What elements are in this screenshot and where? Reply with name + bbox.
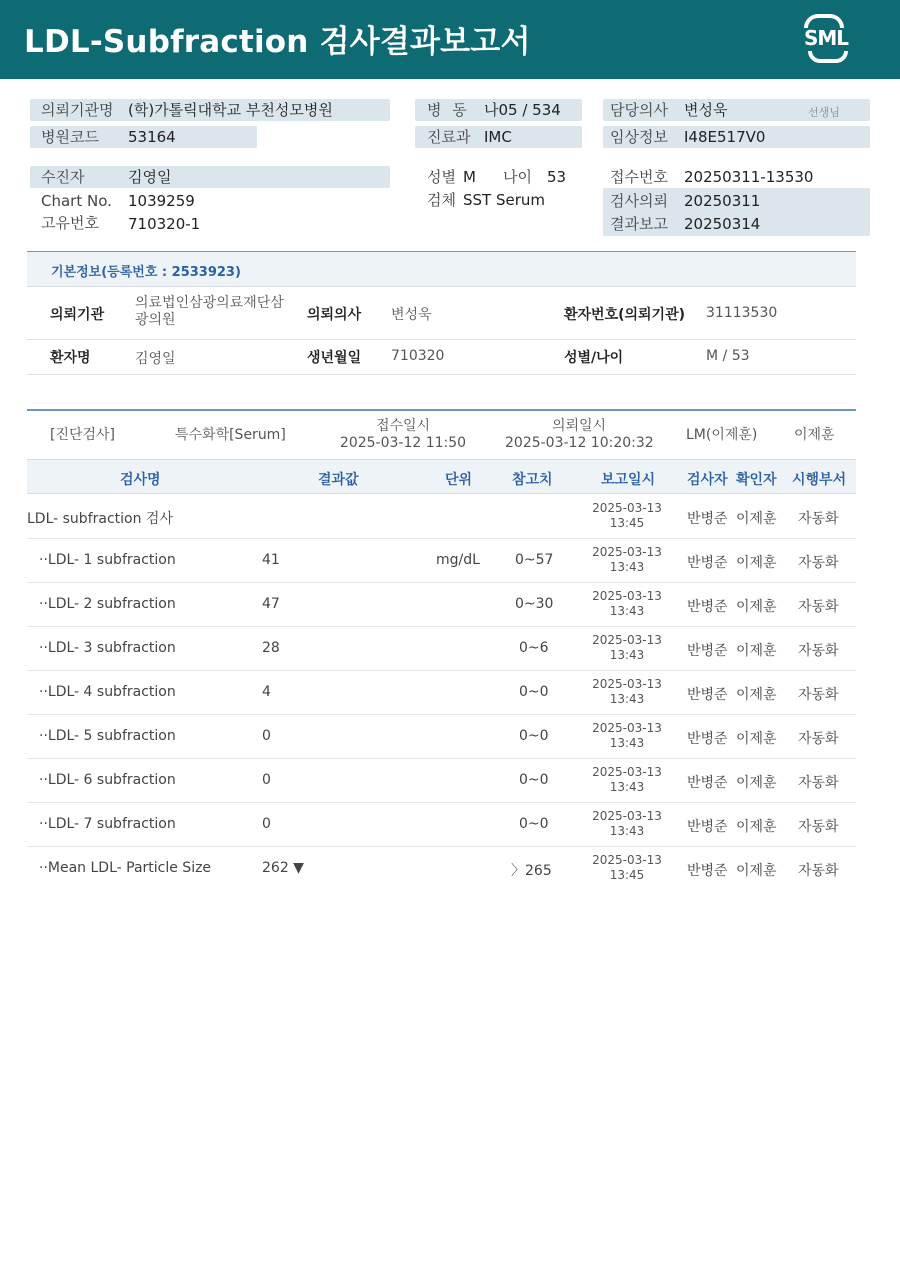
- cell-test-name: ··LDL- 7 subfraction: [39, 816, 176, 832]
- sex-age-value: M / 53: [706, 348, 750, 364]
- req-doctor-label: 의뢰의사: [307, 307, 362, 323]
- sex-label: 성별: [427, 168, 456, 186]
- cell-test-name: ··LDL- 1 subfraction: [39, 552, 176, 568]
- logo-arc-bottom: [808, 51, 848, 63]
- birth-label: 생년월일: [307, 350, 362, 366]
- cell-report-date: [582, 765, 672, 795]
- table-row: [27, 715, 856, 759]
- doctor-value: 변성욱: [684, 101, 728, 119]
- patient-no-label: 환자번호(의뢰기관): [564, 307, 685, 323]
- order-received: [338, 418, 468, 452]
- hospital-code-label: 병원코드: [41, 128, 99, 146]
- th-checker: 확인자: [736, 472, 777, 488]
- patient-name-label: 환자명: [50, 350, 91, 366]
- sex-age-label: 성별/나이: [564, 350, 624, 366]
- order-requested: [505, 418, 653, 452]
- hospital-code-value: 53164: [128, 128, 176, 146]
- cell-tester: 반병준: [687, 555, 728, 571]
- order-reviewer: 이제훈: [794, 427, 835, 443]
- cell-reference: 〉265: [511, 863, 552, 879]
- th-result: 결과값: [318, 472, 359, 488]
- cell-dept: 자동화: [798, 555, 839, 571]
- cell-checker: 이제훈: [736, 643, 777, 659]
- logo-text: SML: [803, 26, 849, 50]
- ward-value: 나05 / 534: [484, 101, 561, 119]
- report-time: 13:43: [609, 736, 645, 750]
- doctor-label: 담당의사: [610, 101, 668, 119]
- th-reference: 참고치: [512, 472, 553, 488]
- table-row: [27, 671, 856, 715]
- reception-no-value: 20250311-13530: [684, 168, 814, 186]
- cell-reference: 0~0: [519, 772, 549, 788]
- basic-info-title: 기본정보(등록번호 : 2533923): [51, 265, 241, 280]
- cell-result: 0: [262, 772, 271, 788]
- cell-report-date: [582, 545, 672, 575]
- report-time: 13:43: [609, 648, 645, 662]
- cell-test-name: ··LDL- 5 subfraction: [39, 728, 176, 744]
- cell-result: 4: [262, 684, 271, 700]
- age-label: 나이: [503, 168, 532, 186]
- cell-tester: 반병준: [687, 775, 728, 791]
- received-label: 접수일시: [375, 418, 431, 434]
- table-row: [27, 759, 856, 803]
- cell-tester: 반병준: [687, 687, 728, 703]
- requesting-inst-value: (학)가톨릭대학교 부천성모병원: [128, 101, 333, 119]
- cell-report-date: [582, 721, 672, 751]
- table-row: [27, 583, 856, 627]
- specimen-value: SST Serum: [463, 191, 546, 209]
- cell-checker: 이제훈: [736, 819, 777, 835]
- ward-label: 병 동: [427, 101, 467, 119]
- table-row: [27, 539, 856, 583]
- report-time: 13:43: [609, 560, 645, 574]
- report-date-value: 20250314: [684, 215, 761, 233]
- table-row: [27, 627, 856, 671]
- cell-dept: 자동화: [798, 863, 839, 879]
- cell-report-date: [582, 589, 672, 619]
- cell-dept: 자동화: [798, 775, 839, 791]
- cell-reference: 0~57: [515, 552, 554, 568]
- report-time: 13:43: [609, 604, 645, 618]
- inst-value-line2: 광의원: [135, 312, 176, 328]
- doctor-suffix: 선생님: [808, 106, 840, 119]
- cell-checker: 이제훈: [736, 555, 777, 571]
- report-date: 2025-03-13: [592, 677, 662, 691]
- cell-dept: 자동화: [798, 731, 839, 747]
- th-dept: 시행부서: [792, 472, 847, 488]
- table-row: [27, 847, 856, 891]
- cell-tester: 반병준: [687, 643, 728, 659]
- cell-test-name: ··LDL- 6 subfraction: [39, 772, 176, 788]
- birth-value: 710320: [391, 348, 445, 364]
- patient-name-value: 김영일: [135, 351, 176, 367]
- report-date: 2025-03-13: [592, 545, 662, 559]
- chart-value: 1039259: [128, 192, 195, 210]
- cell-reference: 0~0: [519, 816, 549, 832]
- cell-checker: 이제훈: [736, 511, 777, 527]
- age-value: 53: [547, 168, 567, 186]
- unique-no-value: 710320-1: [128, 215, 201, 233]
- cell-test-name: ··LDL- 2 subfraction: [39, 596, 176, 612]
- request-date-value: 20250311: [684, 192, 761, 210]
- report-date: 2025-03-13: [592, 633, 662, 647]
- cell-checker: 이제훈: [736, 599, 777, 615]
- cell-unit: mg/dL: [436, 552, 480, 568]
- report-time: 13:45: [609, 516, 645, 530]
- dept-label: 진료과: [427, 128, 471, 146]
- basic-info-header: [27, 251, 856, 287]
- report-time: 13:43: [609, 692, 645, 706]
- reception-no-label: 접수번호: [610, 168, 668, 186]
- cell-reference: 0~30: [515, 596, 554, 612]
- th-test-name: 검사명: [120, 472, 161, 488]
- cell-result: 0: [262, 816, 271, 832]
- order-subcategory: 특수화학[Serum]: [175, 427, 286, 443]
- report-date: 2025-03-13: [592, 721, 662, 735]
- cell-report-date: [582, 501, 672, 531]
- cell-test-name: ··LDL- 3 subfraction: [39, 640, 176, 656]
- report-date: 2025-03-13: [592, 853, 662, 867]
- results-table-header: [27, 459, 856, 494]
- cell-dept: 자동화: [798, 511, 839, 527]
- cell-result: 41: [262, 552, 280, 568]
- order-lab: LM(이제훈): [686, 427, 758, 443]
- report-header: [0, 0, 900, 79]
- cell-report-date: [582, 633, 672, 663]
- cell-report-date: [582, 809, 672, 839]
- cell-tester: 반병준: [687, 731, 728, 747]
- cell-tester: 반병준: [687, 599, 728, 615]
- sex-value: M: [463, 168, 476, 186]
- cell-dept: 자동화: [798, 599, 839, 615]
- patient-no-value: 31113530: [706, 305, 778, 321]
- cell-reference: 0~0: [519, 728, 549, 744]
- cell-result: 0: [262, 728, 271, 744]
- dept-value: IMC: [484, 128, 512, 146]
- cell-reference: 0~6: [519, 640, 549, 656]
- cell-dept: 자동화: [798, 687, 839, 703]
- report-date: 2025-03-13: [592, 765, 662, 779]
- cell-test-name: ··LDL- 4 subfraction: [39, 684, 176, 700]
- report-date: 2025-03-13: [592, 809, 662, 823]
- report-time: 13:43: [609, 824, 645, 838]
- th-tester: 검사자: [687, 472, 728, 488]
- report-date: 2025-03-13: [592, 501, 662, 515]
- requested-value: 2025-03-12 10:20:32: [505, 435, 654, 451]
- requested-label: 의뢰일시: [551, 418, 607, 434]
- table-row: [27, 803, 856, 847]
- cell-result: 47: [262, 596, 280, 612]
- cell-reference: 0~0: [519, 684, 549, 700]
- request-date-label: 검사의뢰: [610, 192, 668, 210]
- table-row: [27, 495, 856, 539]
- th-report-date: 보고일시: [601, 472, 656, 488]
- th-unit: 단위: [445, 472, 473, 488]
- cell-report-date: [582, 677, 672, 707]
- cell-test-name: LDL- subfraction 검사: [27, 511, 173, 527]
- inst-value-line1: 의료법인삼광의료재단삼: [135, 295, 284, 311]
- report-time: 13:45: [609, 868, 645, 882]
- specimen-label: 검체: [427, 191, 456, 209]
- order-category: [진단검사]: [50, 427, 116, 443]
- patient-value: 김영일: [128, 168, 172, 186]
- order-divider: [27, 409, 856, 411]
- inst-label: 의뢰기관: [50, 307, 105, 323]
- cell-result: 28: [262, 640, 280, 656]
- cell-test-name: ··Mean LDL- Particle Size: [39, 860, 212, 876]
- cell-checker: 이제훈: [736, 731, 777, 747]
- cell-tester: 반병준: [687, 511, 728, 527]
- clinical-value: I48E517V0: [684, 128, 766, 146]
- cell-tester: 반병준: [687, 819, 728, 835]
- req-doctor-value: 변성욱: [391, 307, 432, 323]
- sml-logo: [798, 12, 854, 66]
- inst-value: [135, 295, 284, 329]
- received-value: 2025-03-12 11:50: [339, 435, 467, 451]
- patient-label: 수진자: [41, 168, 85, 186]
- cell-checker: 이제훈: [736, 863, 777, 879]
- cell-report-date: [582, 853, 672, 883]
- cell-tester: 반병준: [687, 863, 728, 879]
- report-date-label: 결과보고: [610, 215, 668, 233]
- requesting-inst-label: 의뢰기관명: [41, 101, 114, 119]
- clinical-label: 임상정보: [610, 128, 668, 146]
- cell-dept: 자동화: [798, 643, 839, 659]
- cell-checker: 이제훈: [736, 775, 777, 791]
- cell-result: 262 ▼: [262, 860, 304, 876]
- report-time: 13:43: [609, 780, 645, 794]
- info-bottom-line: [27, 374, 856, 375]
- report-title: LDL-Subfraction 검사결과보고서: [24, 24, 531, 60]
- unique-no-label: 고유번호: [41, 214, 99, 232]
- report-date: 2025-03-13: [592, 589, 662, 603]
- info-divider: [27, 339, 856, 340]
- cell-checker: 이제훈: [736, 687, 777, 703]
- chart-label: Chart No.: [41, 192, 112, 210]
- cell-dept: 자동화: [798, 819, 839, 835]
